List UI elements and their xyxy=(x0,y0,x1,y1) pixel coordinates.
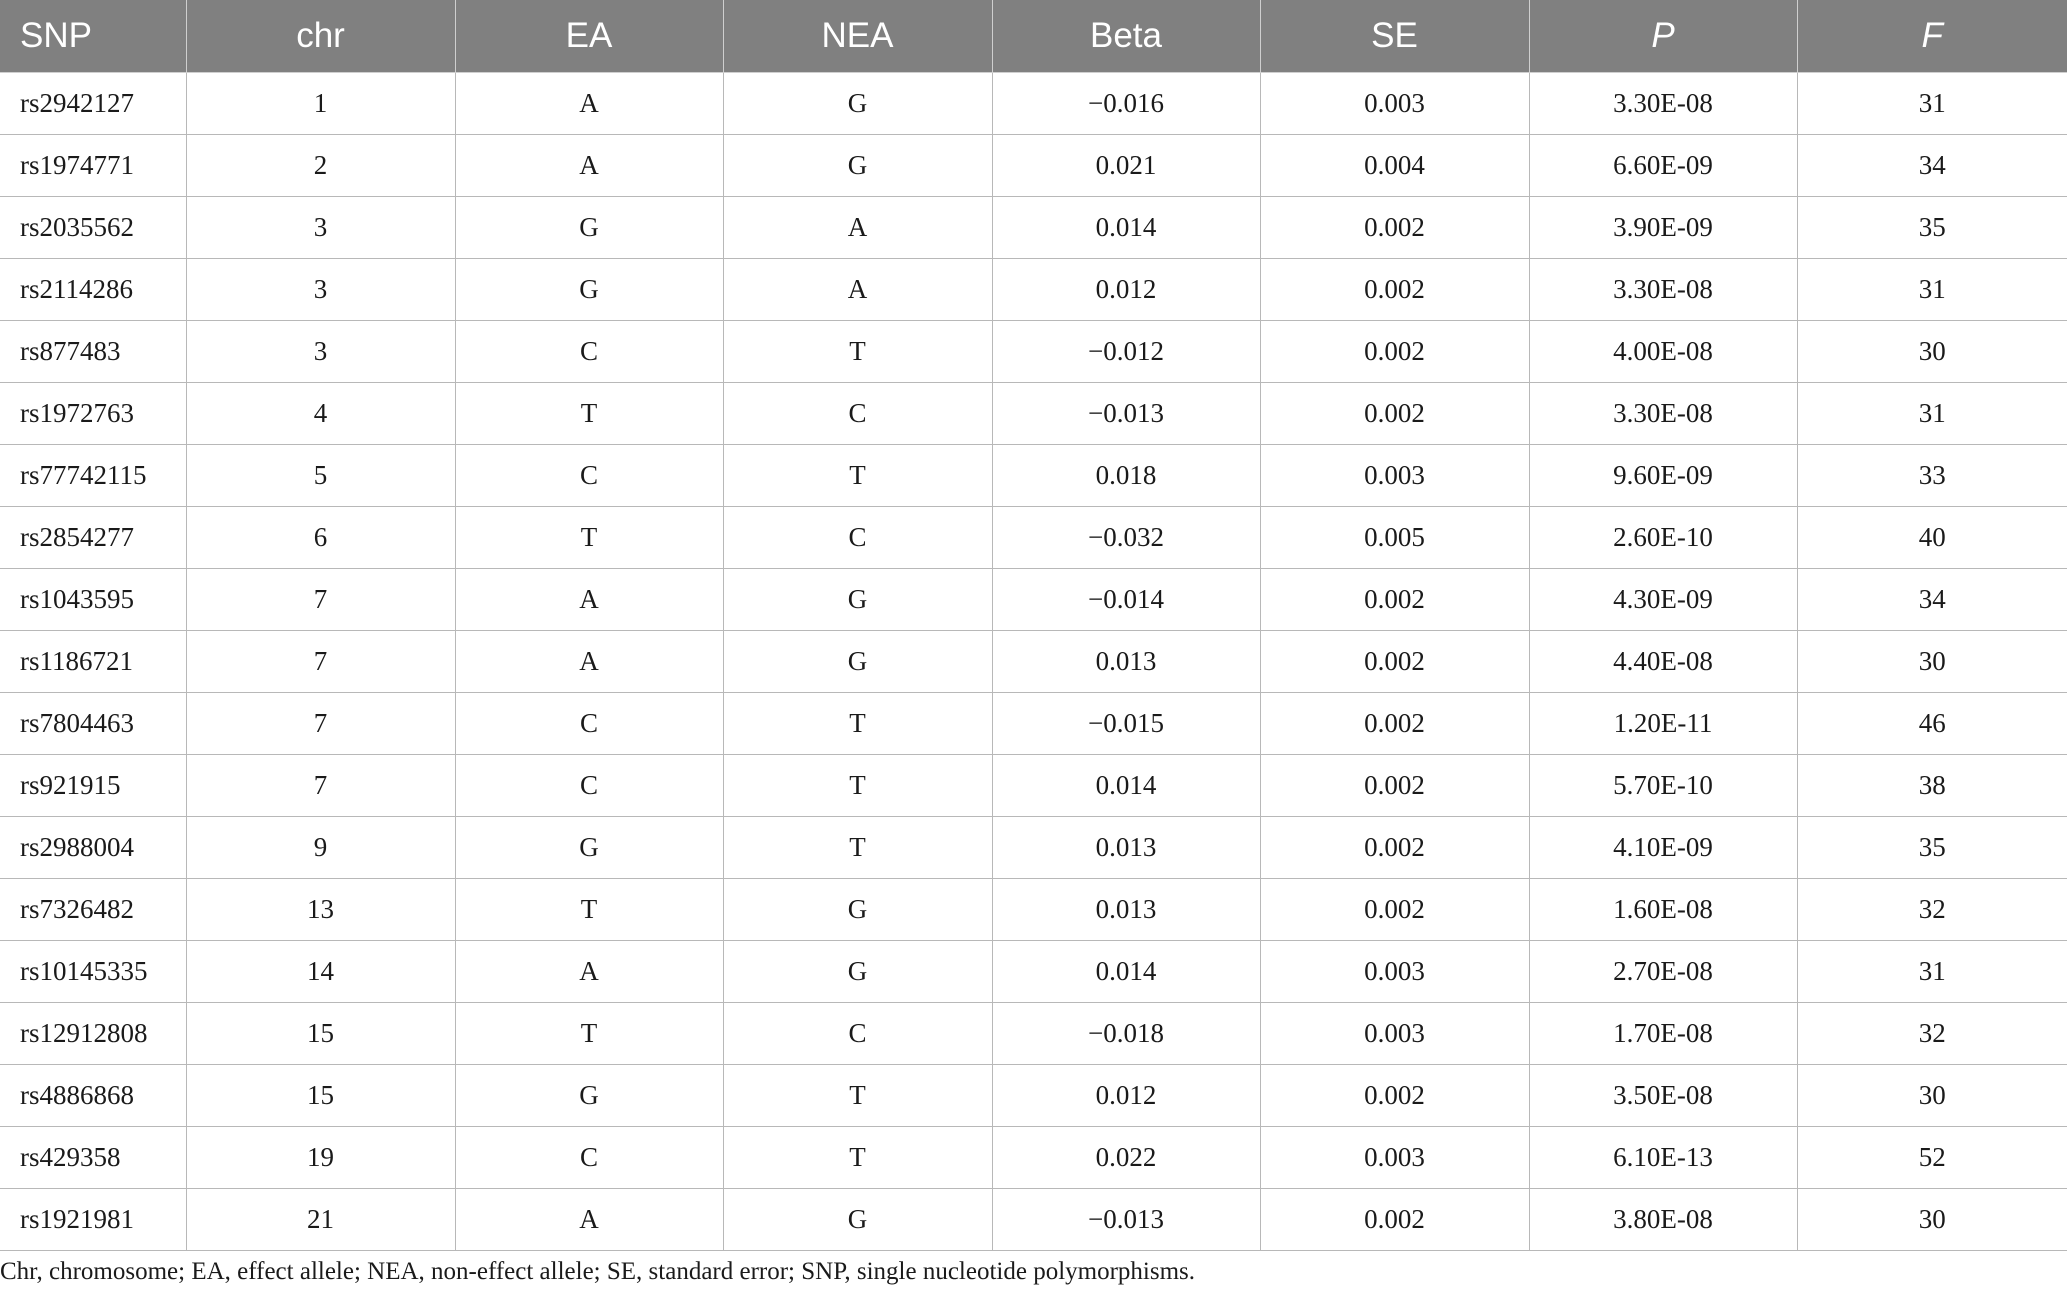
snp-cell: rs2114286 xyxy=(0,259,186,321)
chr-cell: 6 xyxy=(186,507,455,569)
table-row xyxy=(0,1127,2067,1189)
p-value-cell: 3.30E-08 xyxy=(1529,383,1797,445)
beta-cell: 0.012 xyxy=(992,259,1260,321)
table-row xyxy=(0,693,2067,755)
f-stat-cell: 30 xyxy=(1797,631,2067,693)
snp-cell: rs921915 xyxy=(0,755,186,817)
f-stat-cell: 31 xyxy=(1797,73,2067,135)
nea-cell: G xyxy=(723,569,992,631)
nea-cell: T xyxy=(723,445,992,507)
nea-cell: T xyxy=(723,1065,992,1127)
f-stat-cell: 30 xyxy=(1797,1065,2067,1127)
se-cell: 0.002 xyxy=(1260,569,1529,631)
table-row xyxy=(0,817,2067,879)
p-value-cell: 3.50E-08 xyxy=(1529,1065,1797,1127)
beta-cell: −0.032 xyxy=(992,507,1260,569)
se-cell: 0.004 xyxy=(1260,135,1529,197)
table-row xyxy=(0,445,2067,507)
beta-cell: −0.012 xyxy=(992,321,1260,383)
f-stat-cell: 30 xyxy=(1797,321,2067,383)
se-cell: 0.002 xyxy=(1260,693,1529,755)
se-cell: 0.003 xyxy=(1260,941,1529,1003)
header-row xyxy=(0,0,2067,73)
se-cell: 0.002 xyxy=(1260,631,1529,693)
chr-cell: 7 xyxy=(186,569,455,631)
chr-cell: 21 xyxy=(186,1189,455,1251)
column-header-nea: NEA xyxy=(723,0,992,73)
beta-cell: 0.018 xyxy=(992,445,1260,507)
table-footnote: Chr, chromosome; EA, effect allele; NEA, non-effect allele; SE, standard error; SNP, single nucleotide polymorphisms. xyxy=(0,1258,1196,1285)
table-row xyxy=(0,879,2067,941)
p-value-cell: 4.40E-08 xyxy=(1529,631,1797,693)
table-row xyxy=(0,569,2067,631)
ea-cell: C xyxy=(455,321,723,383)
f-stat-cell: 31 xyxy=(1797,941,2067,1003)
p-value-cell: 3.80E-08 xyxy=(1529,1189,1797,1251)
f-stat-cell: 52 xyxy=(1797,1127,2067,1189)
table-row xyxy=(0,507,2067,569)
p-value-cell: 4.30E-09 xyxy=(1529,569,1797,631)
snp-cell: rs1974771 xyxy=(0,135,186,197)
snp-cell: rs77742115 xyxy=(0,445,186,507)
p-value-cell: 3.30E-08 xyxy=(1529,73,1797,135)
table-row xyxy=(0,1189,2067,1251)
snp-cell: rs2854277 xyxy=(0,507,186,569)
p-value-cell: 4.10E-09 xyxy=(1529,817,1797,879)
table-row xyxy=(0,631,2067,693)
ea-cell: G xyxy=(455,1065,723,1127)
p-value-cell: 3.30E-08 xyxy=(1529,259,1797,321)
f-stat-cell: 34 xyxy=(1797,135,2067,197)
ea-cell: C xyxy=(455,693,723,755)
snp-cell: rs1972763 xyxy=(0,383,186,445)
se-cell: 0.003 xyxy=(1260,1003,1529,1065)
p-value-cell: 5.70E-10 xyxy=(1529,755,1797,817)
f-stat-cell: 34 xyxy=(1797,569,2067,631)
beta-cell: 0.022 xyxy=(992,1127,1260,1189)
table-row xyxy=(0,321,2067,383)
ea-cell: T xyxy=(455,879,723,941)
chr-cell: 1 xyxy=(186,73,455,135)
table-body xyxy=(0,73,2067,1251)
f-stat-cell: 35 xyxy=(1797,197,2067,259)
p-value-cell: 6.10E-13 xyxy=(1529,1127,1797,1189)
p-value-cell: 6.60E-09 xyxy=(1529,135,1797,197)
beta-cell: 0.014 xyxy=(992,755,1260,817)
beta-cell: −0.013 xyxy=(992,1189,1260,1251)
beta-cell: −0.018 xyxy=(992,1003,1260,1065)
se-cell: 0.002 xyxy=(1260,259,1529,321)
nea-cell: A xyxy=(723,259,992,321)
p-value-cell: 3.90E-09 xyxy=(1529,197,1797,259)
ea-cell: G xyxy=(455,817,723,879)
f-stat-cell: 40 xyxy=(1797,507,2067,569)
se-cell: 0.003 xyxy=(1260,1127,1529,1189)
beta-cell: −0.013 xyxy=(992,383,1260,445)
se-cell: 0.002 xyxy=(1260,879,1529,941)
chr-cell: 2 xyxy=(186,135,455,197)
column-header-ea: EA xyxy=(455,0,723,73)
chr-cell: 7 xyxy=(186,755,455,817)
nea-cell: G xyxy=(723,1189,992,1251)
chr-cell: 3 xyxy=(186,321,455,383)
snp-cell: rs2988004 xyxy=(0,817,186,879)
snp-cell: rs1921981 xyxy=(0,1189,186,1251)
snp-cell: rs429358 xyxy=(0,1127,186,1189)
table-row xyxy=(0,197,2067,259)
column-header-se: SE xyxy=(1260,0,1529,73)
beta-cell: −0.015 xyxy=(992,693,1260,755)
ea-cell: T xyxy=(455,507,723,569)
ea-cell: A xyxy=(455,135,723,197)
ea-cell: A xyxy=(455,73,723,135)
nea-cell: C xyxy=(723,383,992,445)
p-value-cell: 4.00E-08 xyxy=(1529,321,1797,383)
p-value-cell: 1.70E-08 xyxy=(1529,1003,1797,1065)
se-cell: 0.002 xyxy=(1260,197,1529,259)
f-stat-cell: 31 xyxy=(1797,259,2067,321)
chr-cell: 19 xyxy=(186,1127,455,1189)
snp-cell: rs2942127 xyxy=(0,73,186,135)
column-header-f: F xyxy=(1797,0,2067,73)
chr-cell: 5 xyxy=(186,445,455,507)
table-row xyxy=(0,383,2067,445)
f-stat-cell: 33 xyxy=(1797,445,2067,507)
ea-cell: A xyxy=(455,941,723,1003)
se-cell: 0.005 xyxy=(1260,507,1529,569)
se-cell: 0.002 xyxy=(1260,1189,1529,1251)
f-stat-cell: 38 xyxy=(1797,755,2067,817)
chr-cell: 15 xyxy=(186,1003,455,1065)
column-header-beta: Beta xyxy=(992,0,1260,73)
ea-cell: T xyxy=(455,383,723,445)
nea-cell: A xyxy=(723,197,992,259)
snp-cell: rs1186721 xyxy=(0,631,186,693)
nea-cell: T xyxy=(723,1127,992,1189)
se-cell: 0.002 xyxy=(1260,817,1529,879)
snp-cell: rs10145335 xyxy=(0,941,186,1003)
se-cell: 0.003 xyxy=(1260,445,1529,507)
p-value-cell: 2.60E-10 xyxy=(1529,507,1797,569)
chr-cell: 9 xyxy=(186,817,455,879)
beta-cell: 0.012 xyxy=(992,1065,1260,1127)
f-stat-cell: 32 xyxy=(1797,879,2067,941)
ea-cell: G xyxy=(455,197,723,259)
snp-cell: rs7326482 xyxy=(0,879,186,941)
beta-cell: −0.016 xyxy=(992,73,1260,135)
se-cell: 0.002 xyxy=(1260,383,1529,445)
beta-cell: 0.014 xyxy=(992,197,1260,259)
column-header-chr: chr xyxy=(186,0,455,73)
f-stat-cell: 35 xyxy=(1797,817,2067,879)
beta-cell: 0.013 xyxy=(992,817,1260,879)
nea-cell: G xyxy=(723,631,992,693)
beta-cell: 0.021 xyxy=(992,135,1260,197)
ea-cell: C xyxy=(455,755,723,817)
f-stat-cell: 31 xyxy=(1797,383,2067,445)
p-value-cell: 9.60E-09 xyxy=(1529,445,1797,507)
beta-cell: 0.013 xyxy=(992,879,1260,941)
chr-cell: 3 xyxy=(186,197,455,259)
se-cell: 0.002 xyxy=(1260,1065,1529,1127)
p-value-cell: 2.70E-08 xyxy=(1529,941,1797,1003)
nea-cell: G xyxy=(723,879,992,941)
chr-cell: 7 xyxy=(186,631,455,693)
p-value-cell: 1.20E-11 xyxy=(1529,693,1797,755)
nea-cell: T xyxy=(723,321,992,383)
snp-cell: rs7804463 xyxy=(0,693,186,755)
nea-cell: T xyxy=(723,755,992,817)
table-row xyxy=(0,135,2067,197)
table-row xyxy=(0,755,2067,817)
snp-cell: rs877483 xyxy=(0,321,186,383)
chr-cell: 7 xyxy=(186,693,455,755)
column-header-p: P xyxy=(1529,0,1797,73)
nea-cell: T xyxy=(723,693,992,755)
f-stat-cell: 46 xyxy=(1797,693,2067,755)
column-header-snp: SNP xyxy=(0,0,186,73)
beta-cell: 0.013 xyxy=(992,631,1260,693)
ea-cell: C xyxy=(455,445,723,507)
ea-cell: T xyxy=(455,1003,723,1065)
table-row xyxy=(0,1065,2067,1127)
table-row xyxy=(0,941,2067,1003)
chr-cell: 3 xyxy=(186,259,455,321)
nea-cell: T xyxy=(723,817,992,879)
f-stat-cell: 30 xyxy=(1797,1189,2067,1251)
table-row xyxy=(0,1003,2067,1065)
table-row xyxy=(0,73,2067,135)
table-header xyxy=(0,0,2067,73)
nea-cell: G xyxy=(723,73,992,135)
snp-cell: rs2035562 xyxy=(0,197,186,259)
ea-cell: A xyxy=(455,631,723,693)
snp-cell: rs4886868 xyxy=(0,1065,186,1127)
p-value-cell: 1.60E-08 xyxy=(1529,879,1797,941)
ea-cell: A xyxy=(455,1189,723,1251)
nea-cell: C xyxy=(723,1003,992,1065)
table-row xyxy=(0,259,2067,321)
snp-cell: rs1043595 xyxy=(0,569,186,631)
beta-cell: −0.014 xyxy=(992,569,1260,631)
chr-cell: 4 xyxy=(186,383,455,445)
se-cell: 0.002 xyxy=(1260,321,1529,383)
chr-cell: 13 xyxy=(186,879,455,941)
ea-cell: A xyxy=(455,569,723,631)
chr-cell: 14 xyxy=(186,941,455,1003)
f-stat-cell: 32 xyxy=(1797,1003,2067,1065)
nea-cell: G xyxy=(723,135,992,197)
ea-cell: C xyxy=(455,1127,723,1189)
beta-cell: 0.014 xyxy=(992,941,1260,1003)
se-cell: 0.002 xyxy=(1260,755,1529,817)
snp-cell: rs12912808 xyxy=(0,1003,186,1065)
se-cell: 0.003 xyxy=(1260,73,1529,135)
nea-cell: C xyxy=(723,507,992,569)
ea-cell: G xyxy=(455,259,723,321)
nea-cell: G xyxy=(723,941,992,1003)
chr-cell: 15 xyxy=(186,1065,455,1127)
